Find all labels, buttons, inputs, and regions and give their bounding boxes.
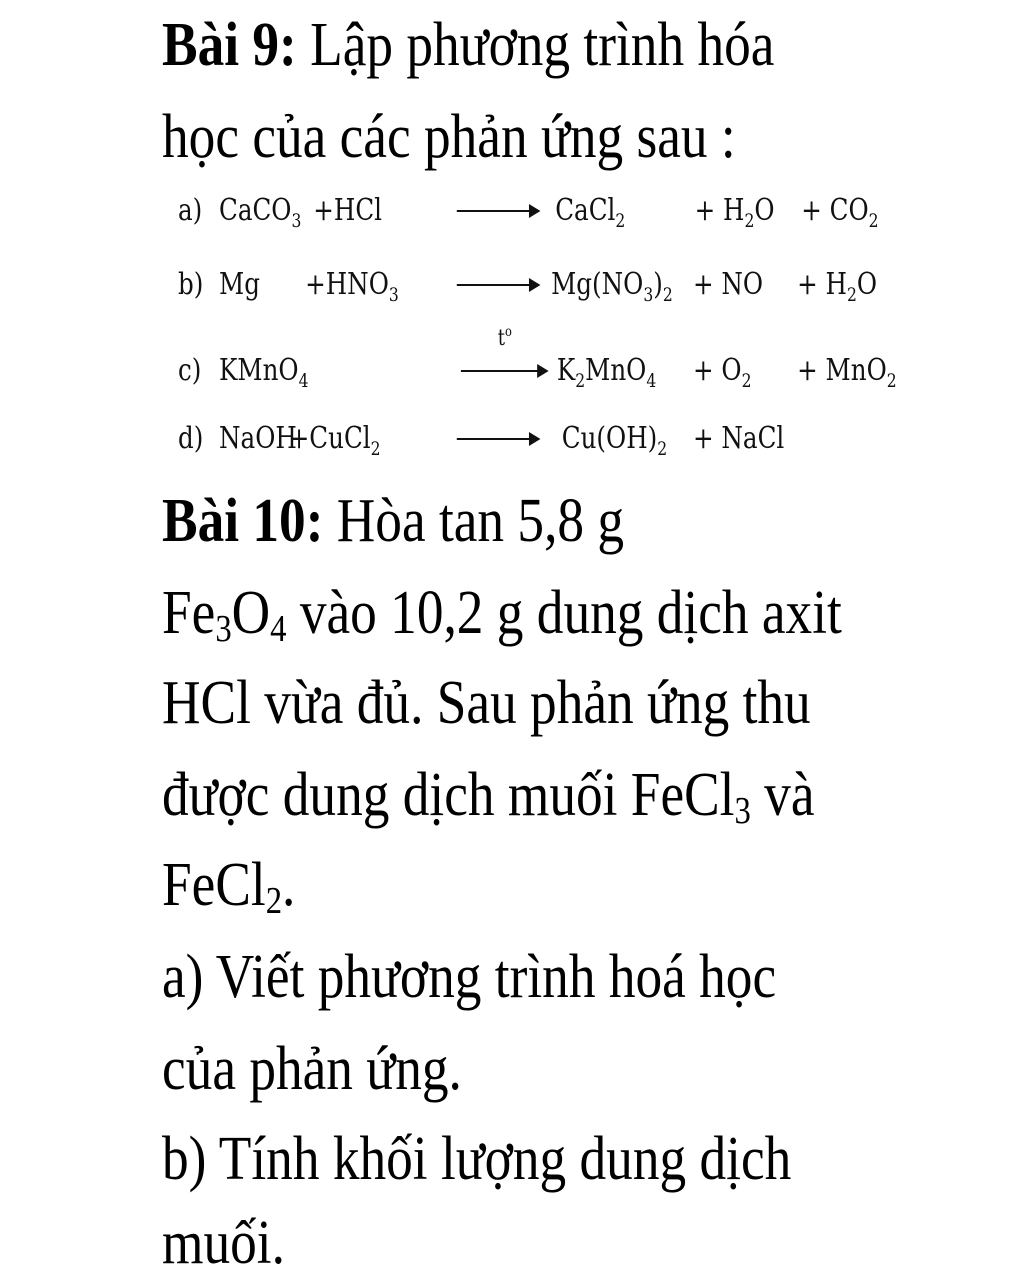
bai10-line2: $Fe_3O_4$ vào 10,2 g dung dịch axit — [162, 579, 842, 650]
bai10-question-b-cont: muối. — [162, 1209, 285, 1277]
reaction-arrow — [461, 370, 547, 372]
equation-label: c) — [178, 353, 202, 388]
equation-label: a) — [178, 193, 203, 228]
reaction-arrow — [457, 438, 539, 440]
equation-label: b) — [178, 267, 204, 302]
reactant-2: $+HNO_3$ — [305, 267, 399, 306]
product-2: + $H_2O$ — [694, 193, 775, 232]
bai10-line5: FeCl$_2$. — [162, 851, 296, 922]
product-2: + NaCl — [692, 421, 785, 456]
reactant-1: NaOH — [219, 421, 297, 456]
product-3: + $CO_2$ — [801, 193, 879, 232]
reactant-2: +HCl — [313, 193, 383, 228]
bai9-heading-line — [162, 11, 775, 79]
bai10-line3: HCl vừa đủ. Sau phản ứng thu — [162, 669, 811, 737]
reactant-2: +CuCl$_2$ — [288, 421, 381, 460]
product-3: + $H_2O$ — [797, 267, 878, 306]
bai10-line4: được dung dịch muối FeCl$_3$ và — [162, 761, 815, 832]
bai9-text-line2 — [162, 103, 736, 171]
bai10-question-a-cont: của phản ứng. — [162, 1035, 462, 1103]
equation-label: d) — [178, 421, 204, 456]
product-2: + NO — [692, 267, 764, 302]
reactant-1: KMnO$_4$ — [219, 353, 309, 392]
product-1: CaCl$_2$ — [555, 193, 626, 232]
bai9-text-line1: Lập phương trình hóa — [296, 11, 775, 79]
bai9-title: Bài 9: — [162, 11, 297, 79]
bai10-title: Bài 10: — [162, 487, 324, 555]
product-1: $Cu(OH)_2$ — [561, 421, 668, 460]
product-1: $K_2MnO_4$ — [556, 353, 657, 392]
product-2: + $O_2$ — [692, 353, 752, 392]
product-1: $Mg(NO_3)_2$ — [551, 267, 673, 306]
reaction-arrow — [457, 284, 539, 286]
bai10-question-a: a) Viết phương trình hoá học — [162, 943, 777, 1011]
bai10-heading-line — [162, 487, 625, 555]
reaction-arrow — [457, 210, 539, 212]
reaction-condition: $t^o$ — [497, 324, 512, 351]
reactant-1: Mg — [219, 267, 260, 302]
bai10-line1: Hòa tan 5,8 g — [323, 487, 625, 555]
bai10-question-b: b) Tính khối lượng dung dịch — [162, 1125, 792, 1193]
bai9-text-line2-content: học của các phản ứng sau : — [162, 103, 736, 171]
product-3: + MnO$_2$ — [797, 353, 897, 392]
reactant-1: CaCO$_3$ — [219, 193, 302, 232]
